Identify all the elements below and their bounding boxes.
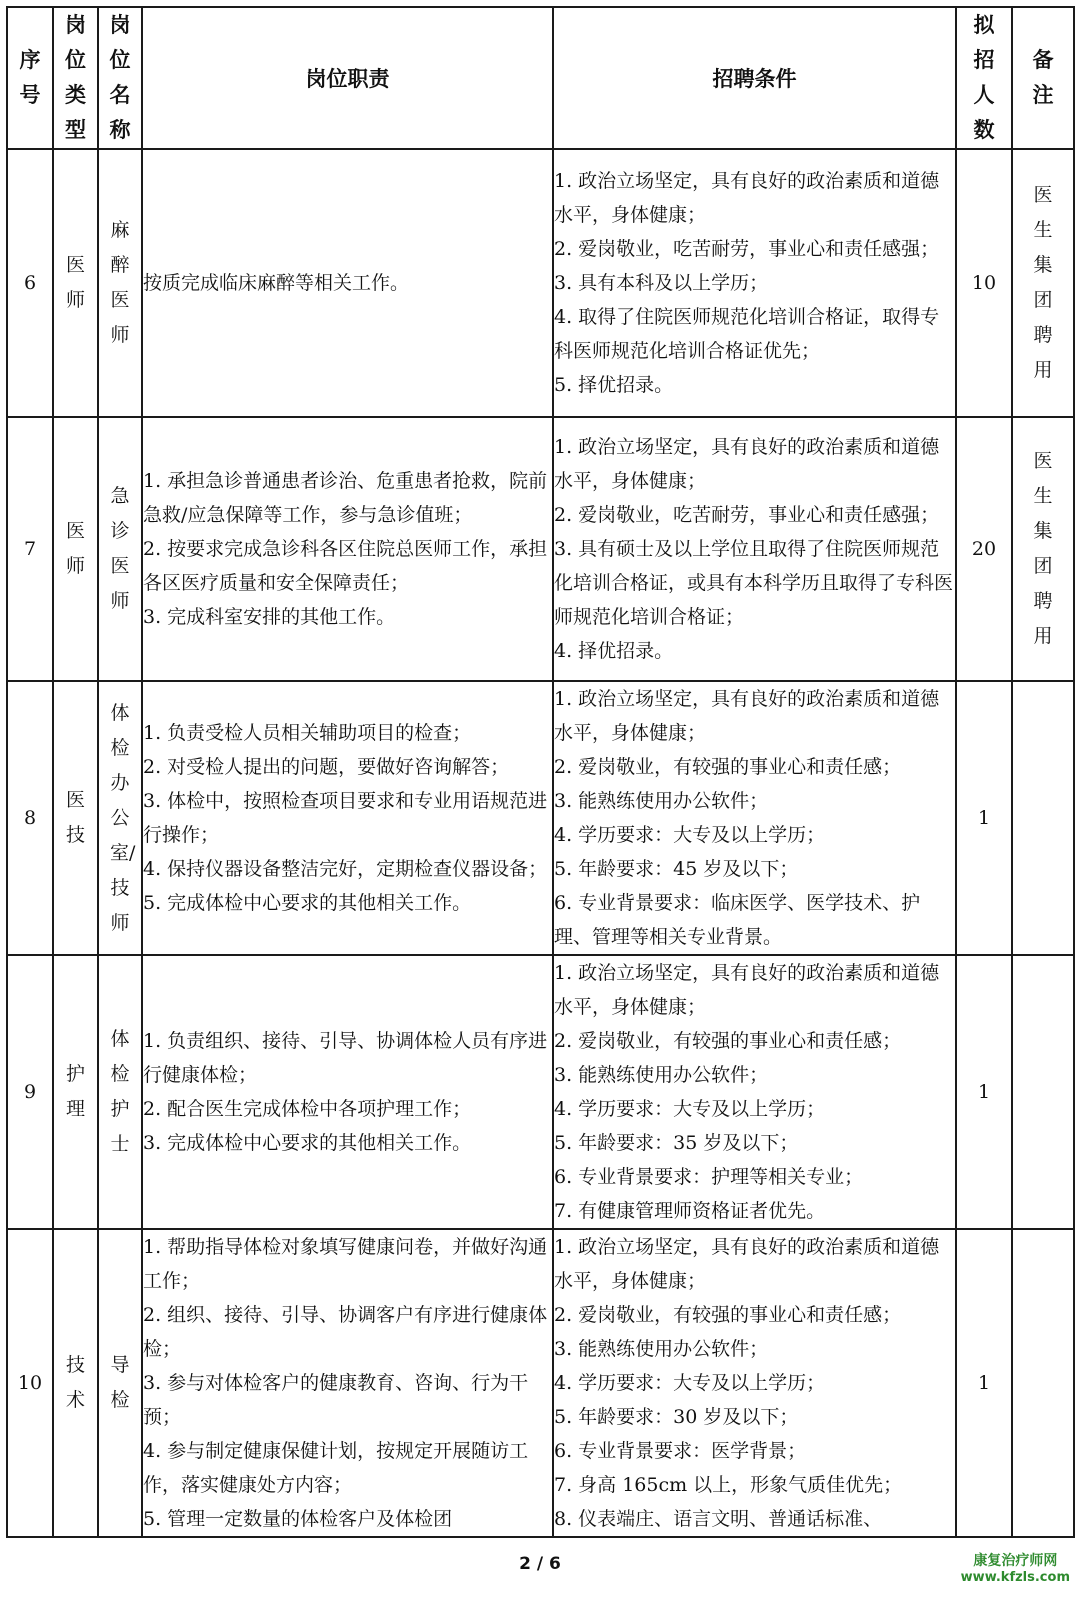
position-name [98, 681, 142, 955]
hire-count: 1 [956, 1229, 1012, 1537]
position-name-text: 体检护士 [110, 1028, 130, 1155]
header-row [7, 7, 1074, 149]
watermark [961, 1552, 1070, 1586]
position-name [98, 1229, 142, 1537]
position-type [53, 681, 98, 955]
requirements [553, 681, 956, 955]
requirements-line: 3. 具有硕士及以上学位且取得了住院医师规范化培训合格证，或具有本科学历且取得了专科医师规范化培训合格证； [554, 538, 954, 628]
position-name [98, 417, 142, 681]
table-row [7, 417, 1074, 681]
header-type: 岗位类型 [53, 7, 98, 149]
remark [1012, 681, 1074, 955]
requirements-line: 5. 年龄要求：30 岁及以下； [554, 1406, 799, 1428]
watermark-url: www.kfzls.com [960, 1570, 1070, 1585]
recruitment-table [6, 6, 1075, 1538]
requirements [553, 417, 956, 681]
requirements-line: 5. 年龄要求：35 岁及以下； [554, 1132, 799, 1154]
requirements-line: 2. 爱岗敬业，有较强的事业心和责任感； [554, 756, 902, 778]
duties [142, 955, 553, 1229]
requirements-line: 1. 政治立场坚定，具有良好的政治素质和道德水平，身体健康； [554, 170, 940, 226]
table-body [7, 149, 1074, 1537]
position-type [53, 1229, 98, 1537]
requirements-line: 8. 仪表端庄、语言文明、普通话标准、 [554, 1508, 883, 1530]
duties-line: 2. 按要求完成急诊科各区住院总医师工作，承担各区医疗质量和安全保障责任； [143, 538, 548, 594]
requirements-line: 5. 年龄要求：45 岁及以下； [554, 858, 799, 880]
hire-count: 1 [956, 681, 1012, 955]
requirements-line: 4. 学历要求：大专及以上学历； [554, 1372, 826, 1394]
duties-line: 3. 完成体检中心要求的其他相关工作。 [143, 1132, 472, 1154]
requirements [553, 149, 956, 417]
requirements-line: 1. 政治立场坚定，具有良好的政治素质和道德水平，身体健康； [554, 436, 940, 492]
duties-line: 1. 帮助指导体检对象填写健康问卷，并做好沟通工作； [143, 1236, 548, 1292]
table-row [7, 681, 1074, 955]
row-number: 6 [7, 149, 53, 417]
table-row [7, 149, 1074, 417]
hire-count: 10 [956, 149, 1012, 417]
requirements-line: 6. 专业背景要求：护理等相关专业； [554, 1166, 864, 1188]
remark [1012, 149, 1074, 417]
page-number: 2 / 6 [519, 1554, 561, 1574]
position-type [53, 955, 98, 1229]
header-note: 备注 [1012, 7, 1074, 149]
requirements-line: 4. 择优招录。 [554, 640, 674, 662]
remark [1012, 417, 1074, 681]
duties [142, 149, 553, 417]
header-requirements: 招聘条件 [553, 7, 956, 149]
position-name-text: 体检办公室/技师 [110, 701, 136, 934]
row-number: 8 [7, 681, 53, 955]
requirements-line: 3. 能熟练使用办公软件； [554, 790, 769, 812]
requirements-line: 2. 爱岗敬业，吃苦耐劳，事业心和责任感强； [554, 504, 940, 526]
requirements-line: 4. 学历要求：大专及以上学历； [554, 1098, 826, 1120]
position-name [98, 149, 142, 417]
row-number: 9 [7, 955, 53, 1229]
row-number: 10 [7, 1229, 53, 1537]
requirements [553, 1229, 956, 1537]
duties-line: 1. 承担急诊普通患者诊治、危重患者抢救，院前急救/应急保障等工作，参与急诊值班； [143, 470, 548, 526]
remark-text: 医生集团聘用 [1033, 450, 1053, 647]
remark [1012, 955, 1074, 1229]
duties-line: 1. 负责组织、接待、引导、协调体检人员有序进行健康体检； [143, 1030, 548, 1086]
position-name-text: 导检 [110, 1354, 130, 1411]
duties [142, 1229, 553, 1537]
row-number: 7 [7, 417, 53, 681]
duties-line: 2. 配合医生完成体检中各项护理工作； [143, 1098, 472, 1120]
requirements-line: 5. 择优招录。 [554, 374, 674, 396]
duties [142, 681, 553, 955]
table-row [7, 955, 1074, 1229]
position-name [98, 955, 142, 1229]
position-type [53, 417, 98, 681]
requirements-line: 1. 政治立场坚定，具有良好的政治素质和道德水平，身体健康； [554, 1236, 940, 1292]
requirements-line: 7. 身高 165cm 以上，形象气质佳优先； [554, 1474, 903, 1496]
requirements [553, 955, 956, 1229]
position-type-text: 技术 [65, 1354, 85, 1411]
requirements-line: 1. 政治立场坚定，具有良好的政治素质和道德水平，身体健康； [554, 962, 940, 1018]
requirements-line: 2. 爱岗敬业，有较强的事业心和责任感； [554, 1304, 902, 1326]
duties-line: 4. 保持仪器设备整洁完好，定期检查仪器设备； [143, 858, 548, 880]
requirements-line: 3. 能熟练使用办公软件； [554, 1338, 769, 1360]
position-type-text: 护理 [65, 1063, 85, 1120]
table-row [7, 1229, 1074, 1537]
remark-text: 医生集团聘用 [1033, 184, 1053, 381]
position-name-text: 麻醉医师 [110, 219, 130, 346]
header-num: 序号 [7, 7, 53, 149]
requirements-line: 3. 具有本科及以上学历； [554, 272, 769, 294]
requirements-line: 4. 取得了住院医师规范化培训合格证，取得专科医师规范化培训合格证优先； [554, 306, 940, 362]
position-type [53, 149, 98, 417]
hire-count: 1 [956, 955, 1012, 1229]
header-name: 岗位名称 [98, 7, 142, 149]
position-type-text: 医师 [65, 254, 85, 311]
remark [1012, 1229, 1074, 1537]
header-count: 拟招人数 [956, 7, 1012, 149]
requirements-line: 6. 专业背景要求：临床医学、医学技术、护理、管理等相关专业背景。 [554, 892, 921, 948]
requirements-line: 7. 有健康管理师资格证者优先。 [554, 1200, 826, 1222]
position-type-text: 医师 [65, 520, 85, 577]
duties-line: 5. 完成体检中心要求的其他相关工作。 [143, 892, 472, 914]
duties-line: 3. 完成科室安排的其他工作。 [143, 606, 396, 628]
position-type-text: 医技 [65, 789, 85, 846]
watermark-name: 康复治疗师网 [973, 1553, 1058, 1569]
duties-line: 按质完成临床麻醉等相关工作。 [143, 272, 410, 294]
duties-line: 3. 参与对体检客户的健康教育、咨询、行为干预； [143, 1372, 529, 1428]
hire-count: 20 [956, 417, 1012, 681]
duties [142, 417, 553, 681]
requirements-line: 1. 政治立场坚定，具有良好的政治素质和道德水平，身体健康； [554, 688, 940, 744]
duties-line: 3. 体检中，按照检查项目要求和专业用语规范进行操作； [143, 790, 548, 846]
requirements-line: 6. 专业背景要求：医学背景； [554, 1440, 807, 1462]
duties-line: 2. 对受检人提出的问题，要做好咨询解答； [143, 756, 510, 778]
duties-line: 5. 管理一定数量的体检客户及体检团 [143, 1508, 453, 1530]
requirements-line: 2. 爱岗敬业，有较强的事业心和责任感； [554, 1030, 902, 1052]
requirements-line: 3. 能熟练使用办公软件； [554, 1064, 769, 1086]
requirements-line: 4. 学历要求：大专及以上学历； [554, 824, 826, 846]
requirements-line: 2. 爱岗敬业，吃苦耐劳，事业心和责任感强； [554, 238, 940, 260]
header-duty: 岗位职责 [142, 7, 553, 149]
position-name-text: 急诊医师 [110, 485, 130, 612]
duties-line: 4. 参与制定健康保健计划，按规定开展随访工作，落实健康处方内容； [143, 1440, 529, 1496]
duties-line: 2. 组织、接待、引导、协调客户有序进行健康体检； [143, 1304, 548, 1360]
duties-line: 1. 负责受检人员相关辅助项目的检查； [143, 722, 472, 744]
